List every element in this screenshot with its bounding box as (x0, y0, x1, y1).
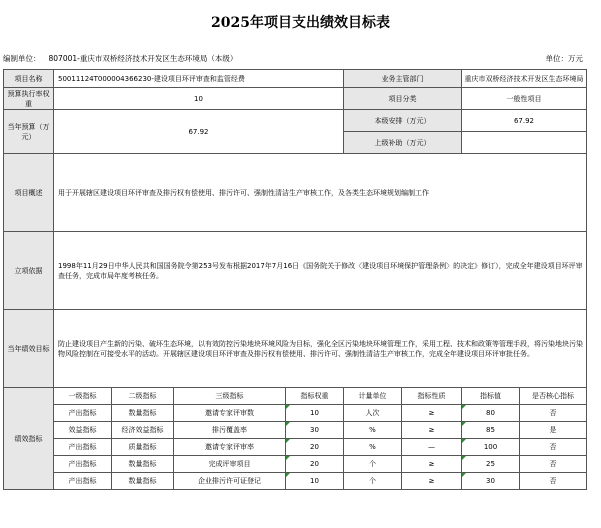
cell-nature: ≥ (402, 456, 462, 473)
indicator-row (4, 473, 587, 490)
cell-level3: 排污覆盖率 (174, 422, 286, 439)
header-level3: 三级指标 (174, 388, 286, 405)
category-value: 一般性项目 (462, 88, 587, 110)
indicator-row (4, 405, 587, 422)
upper-label: 上级补助（万元） (344, 132, 462, 154)
overview-text: 用于开展辖区建设项目环评审查及排污权有偿使用、排污许可、强制性清洁生产审核工作，及各类生态环境规划编制工作 (54, 154, 587, 232)
cell-nature: — (402, 439, 462, 456)
cell-weight: 10 (286, 473, 344, 490)
currency-unit: 单位：万元 (545, 54, 583, 63)
indicators-label: 绩效指标 (4, 388, 54, 490)
row-overview (4, 154, 587, 232)
header-level1: 一级指标 (54, 388, 112, 405)
cell-core: 否 (520, 405, 587, 422)
cell-core: 是 (520, 422, 587, 439)
self-label: 本级安排（万元） (344, 110, 462, 132)
cell-weight: 10 (286, 405, 344, 422)
row-budget-self (4, 110, 587, 132)
cell-level1: 产出指标 (54, 473, 112, 490)
cell-value: 100 (462, 439, 520, 456)
cell-level3: 完成评审项目 (174, 456, 286, 473)
compiling-unit-value: 807001-重庆市双桥经济技术开发区生态环境局（本级） (48, 54, 238, 63)
weight-label: 预算执行率权重 (4, 88, 54, 110)
overview-label: 项目概述 (4, 154, 54, 232)
row-goal (4, 310, 587, 388)
header-value: 指标值 (462, 388, 520, 405)
self-value: 67.92 (462, 110, 587, 132)
dept-label: 业务主管部门 (344, 70, 462, 88)
goal-label: 当年绩效目标 (4, 310, 54, 388)
row-basis (4, 232, 587, 310)
cell-unit: % (344, 439, 402, 456)
indicator-row (4, 439, 587, 456)
cell-unit: 个 (344, 473, 402, 490)
header-level2: 二级指标 (112, 388, 174, 405)
cell-value: 80 (462, 405, 520, 422)
header-core: 是否核心指标 (520, 388, 587, 405)
category-label: 项目分类 (344, 88, 462, 110)
cell-level3: 邀请专家评审率 (174, 439, 286, 456)
cell-level2: 数量指标 (112, 473, 174, 490)
cell-value: 85 (462, 422, 520, 439)
cell-level1: 产出指标 (54, 405, 112, 422)
indicator-row (4, 422, 587, 439)
cell-level1: 产出指标 (54, 456, 112, 473)
cell-level2: 数量指标 (112, 456, 174, 473)
cell-weight: 20 (286, 439, 344, 456)
cell-nature: ≥ (402, 405, 462, 422)
cell-core: 否 (520, 456, 587, 473)
compiling-unit (3, 53, 237, 64)
basis-label: 立项依据 (4, 232, 54, 310)
basis-text: 1998年11月29日中华人民共和国国务院令第253号发布根据2017年7月16日《国务院关于修改〈建设项目环境保护管理条例〉的决定》修订），完成全年建设项目环评审查任务，完成市局年度考核任务。 (54, 232, 587, 310)
cell-level3: 邀请专家评审数 (174, 405, 286, 422)
cell-level3: 企业排污许可证登记 (174, 473, 286, 490)
goal-text: 防止建设项目产生新的污染、破坏生态环境，以有效防控污染地块环境风险为目标，强化全区污染地块环境管理工作，采用工程、技术和政策等管理手段，将污染地块污染物风险控制在可接受水平的活动。开展辖区建设项目环评审查及排污权有偿使用、排污许可、强制性清洁生产审核工作，完成全年建设项目环评审批任务。 (54, 310, 587, 388)
cell-value: 25 (462, 456, 520, 473)
cell-unit: 个 (344, 456, 402, 473)
budget-value: 67.92 (54, 110, 344, 154)
cell-level2: 经济效益指标 (112, 422, 174, 439)
cell-unit: 人次 (344, 405, 402, 422)
page-title: 2025年项目支出绩效目标表 (211, 15, 390, 31)
cell-level1: 产出指标 (54, 439, 112, 456)
cell-core: 否 (520, 473, 587, 490)
dept-value: 重庆市双桥经济技术开发区生态环境局 (462, 70, 587, 88)
cell-level2: 数量指标 (112, 405, 174, 422)
target-table (3, 69, 587, 490)
project-name-value: 50011124T000004366230-建设项目环评审查和监管经费 (54, 70, 344, 88)
cell-nature: ≥ (402, 422, 462, 439)
indicator-row (4, 456, 587, 473)
compiling-unit-label: 编制单位： (3, 54, 41, 63)
row-weight (4, 88, 587, 110)
budget-label: 当年预算（万元） (4, 110, 54, 154)
row-project-name (4, 70, 587, 88)
weight-value: 10 (54, 88, 344, 110)
cell-nature: ≥ (402, 473, 462, 490)
cell-level1: 效益指标 (54, 422, 112, 439)
header-unit: 计量单位 (344, 388, 402, 405)
header-nature: 指标性质 (402, 388, 462, 405)
upper-value (462, 132, 587, 154)
header-weight: 指标权重 (286, 388, 344, 405)
cell-value: 30 (462, 473, 520, 490)
cell-unit: % (344, 422, 402, 439)
indicator-header-row (4, 388, 587, 405)
cell-level2: 质量指标 (112, 439, 174, 456)
cell-core: 否 (520, 439, 587, 456)
cell-weight: 30 (286, 422, 344, 439)
cell-weight: 20 (286, 456, 344, 473)
project-name-label: 项目名称 (4, 70, 54, 88)
